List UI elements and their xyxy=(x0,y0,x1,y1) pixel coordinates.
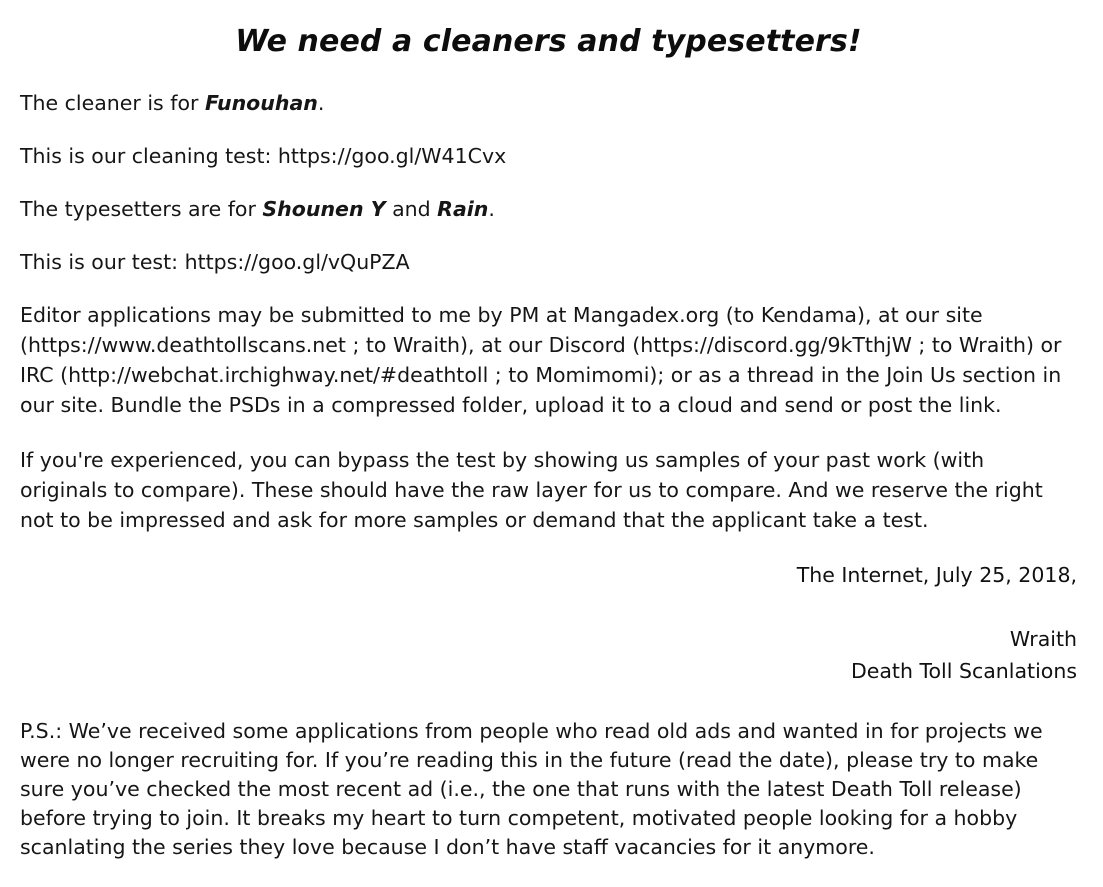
cleaner-line-prefix: The cleaner is for xyxy=(20,91,205,115)
page-title: We need a cleaners and typesetters! xyxy=(235,24,862,59)
signoff-group: Death Toll Scanlations xyxy=(850,658,1077,683)
typesetter-line-suffix: . xyxy=(488,197,495,222)
signoff-name: Wraith xyxy=(1009,627,1077,652)
typesetter-series-name-1: Shounen Y xyxy=(262,197,386,222)
typesetting-test-line: This is our test: https://goo.gl/vQuPZA xyxy=(20,250,410,275)
signoff-date: The Internet, July 25, 2018, xyxy=(796,563,1077,588)
experienced-paragraph: If you're experienced, you can bypass the test by showing us samples of your past work (with originals to compare). These should have the raw layer for us to compare. And we reserve the right not to be impressed and ask for more samples or demand that the applicant take a test. xyxy=(20,448,1043,532)
typesetter-line xyxy=(20,195,1077,224)
typesetter-line-middle: and xyxy=(385,197,438,222)
cleaner-series-name: Funouhan xyxy=(204,91,318,115)
postscript-paragraph: P.S.: We’ve received some applications from people who read old ads and wanted in for projects we were no longer recruiting for. If you’re reading this in the future (read the date), please try to make sure you’ve checked the most recent ad (i.e., the one that runs with the latest Death Toll release) before trying to join. It breaks my heart to turn competent, motivated people looking for a hobby scanlating the series they love because I don’t have staff vacancies for it anymore. xyxy=(20,718,1043,860)
applications-paragraph: Editor applications may be submitted to me by PM at Mangadex.org (to Kendama), at our site (https://www.deathtollscans.net ; to Wraith), at our Discord (https://discord.gg/9kTthjW ; to Wraith) or IRC (http://webchat.irchighway.net/#deathtoll ; to Momimomi); or as a thread in the Join Us section in our site. Bundle the PSDs in a compressed folder, upload it to a cloud and send or post the link. xyxy=(20,303,1062,417)
typesetter-line-prefix: The typesetters are for xyxy=(20,197,263,222)
cleaner-line xyxy=(20,89,1077,118)
cleaner-line-suffix: . xyxy=(317,91,325,115)
cleaning-test-line: This is our cleaning test: https://goo.gl/W41Cvx xyxy=(20,144,507,169)
typesetter-series-name-2: Rain xyxy=(437,197,489,222)
